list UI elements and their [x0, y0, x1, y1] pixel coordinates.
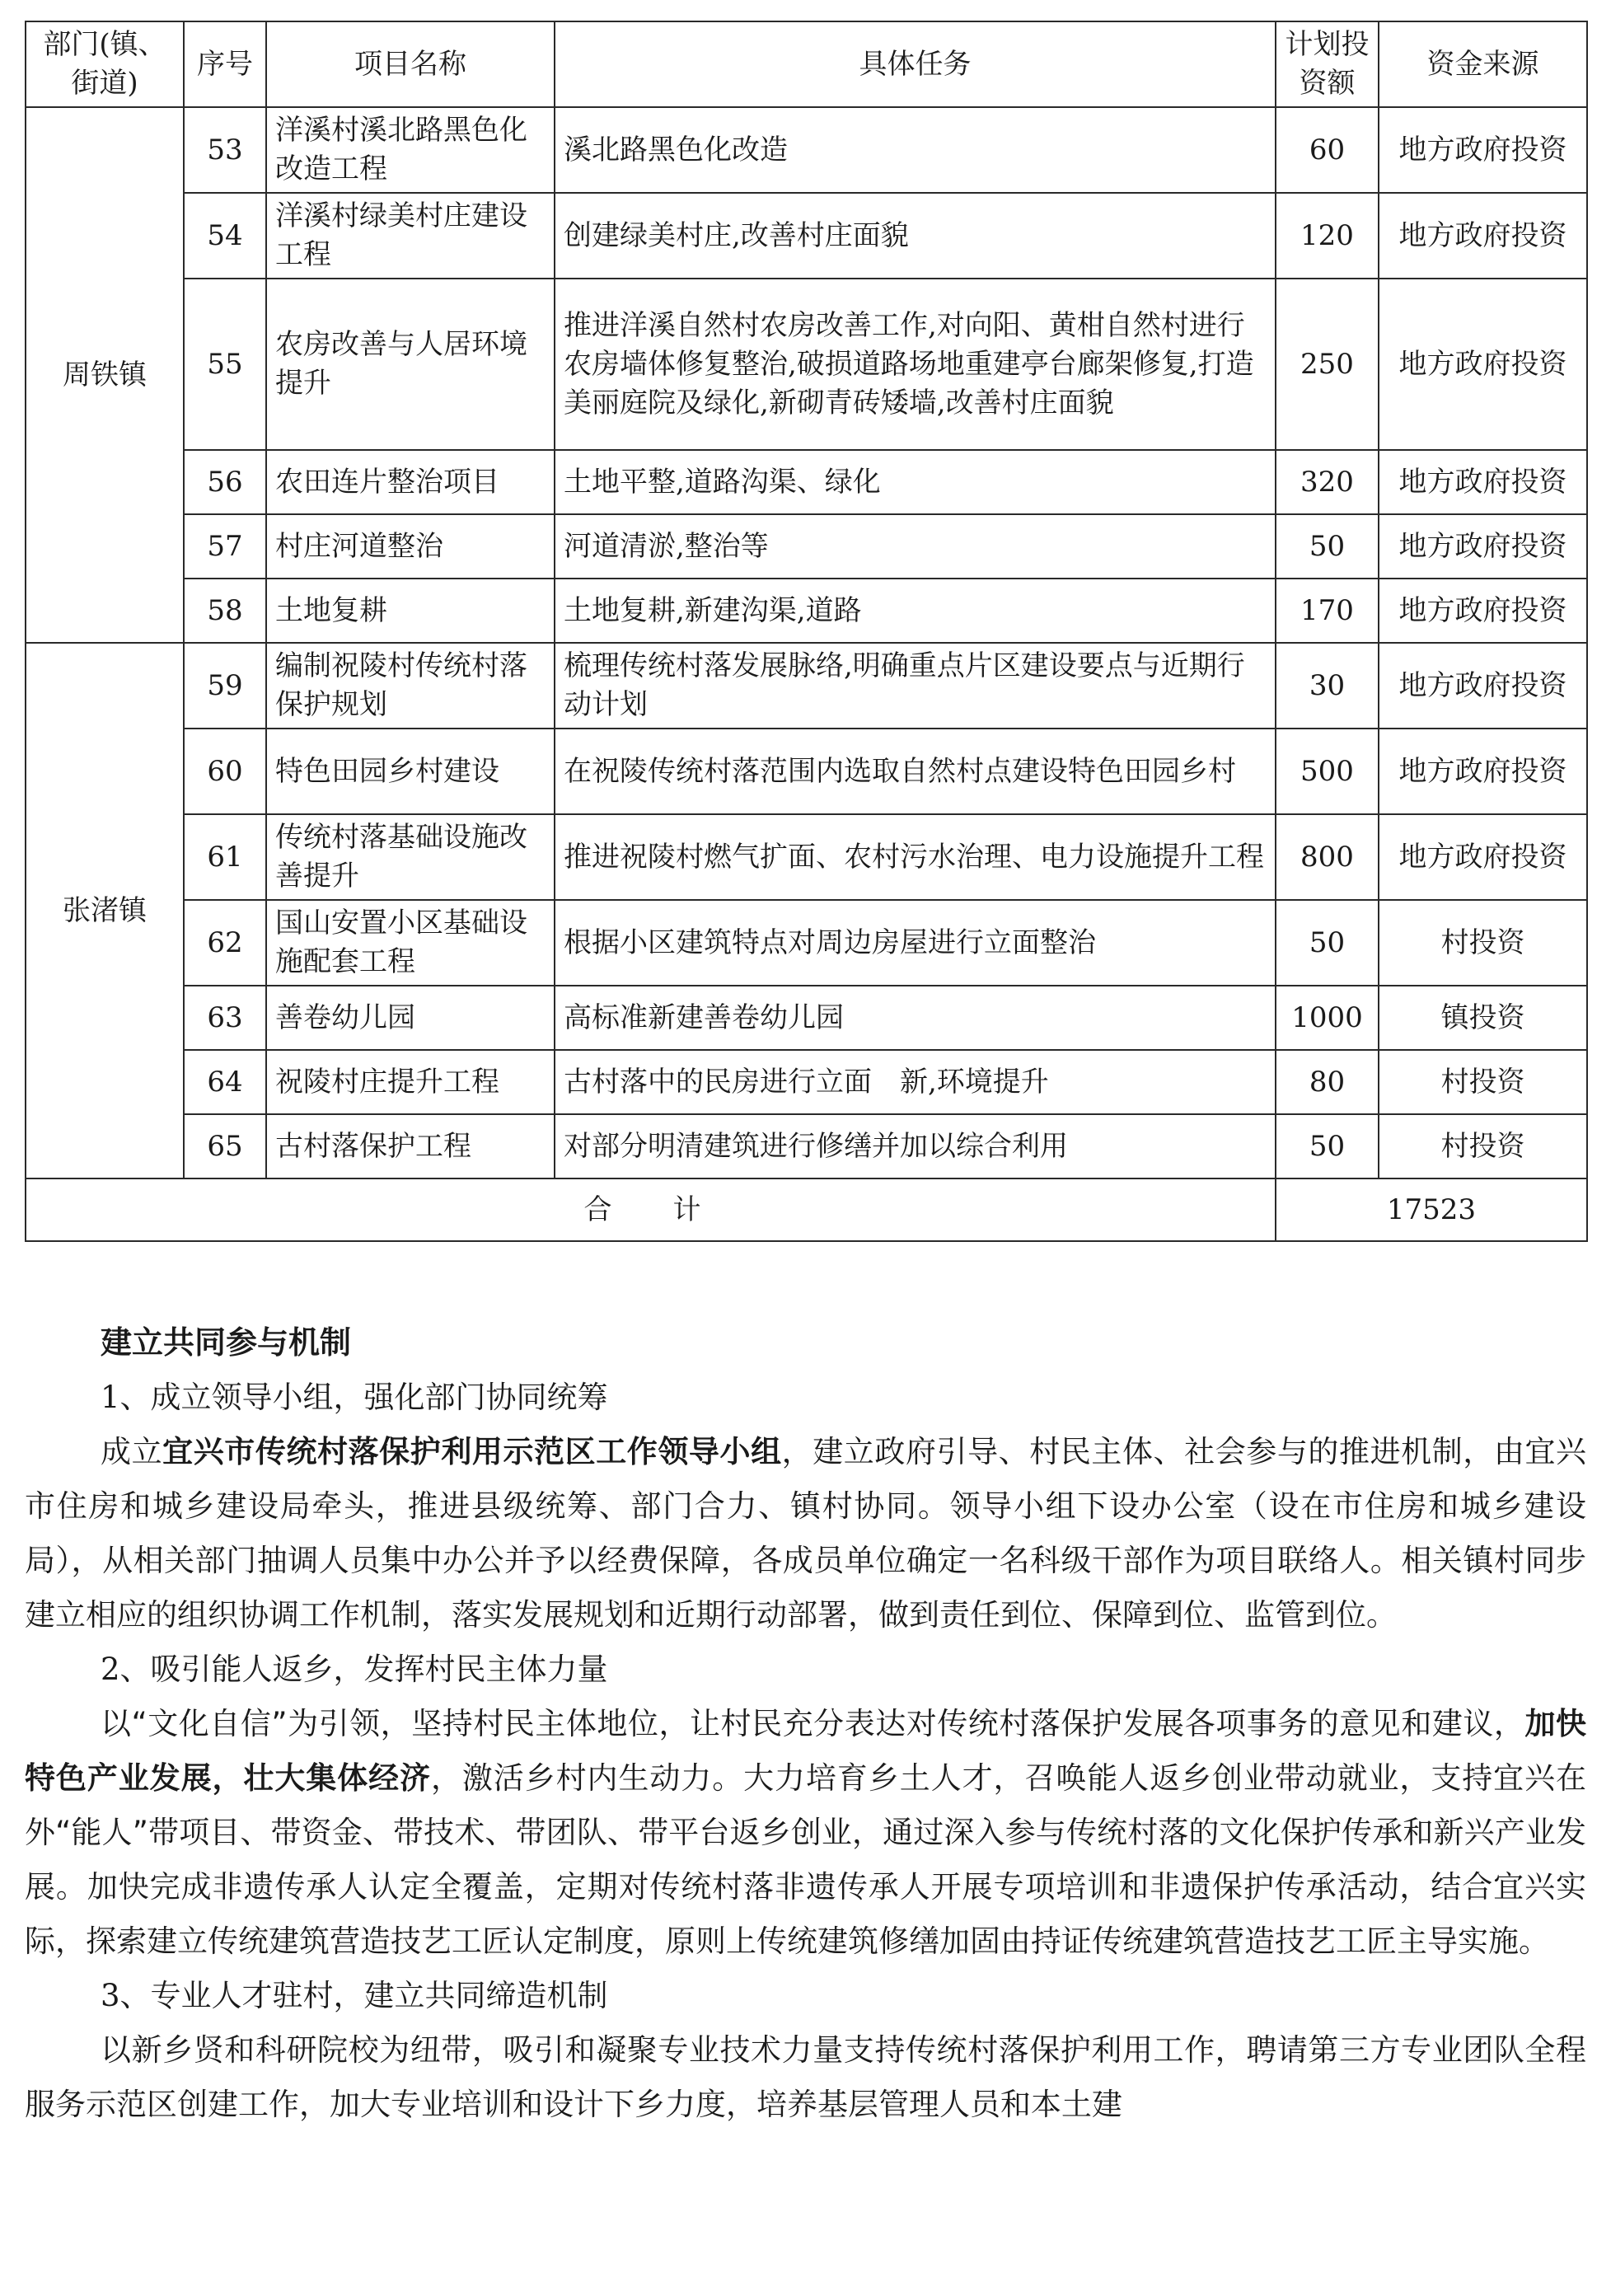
row-amount-cell: 250 — [1276, 279, 1379, 450]
row-amount-cell: 120 — [1276, 193, 1379, 279]
table-row — [26, 193, 1587, 279]
row-task-cell: 河道清淤,整治等 — [555, 514, 1276, 579]
row-amount-cell: 1000 — [1276, 986, 1379, 1050]
paragraph-3: 以新乡贤和科研院校为纽带，吸引和凝聚专业技术力量支持传统村落保护利用工作，聘请第三方专业团队全程服务示范区创建工作，加大专业培训和设计下乡力度，培养基层管理人员和本土建 — [25, 2032, 1586, 2122]
table-row — [26, 729, 1587, 814]
row-source-cell: 地方政府投资 — [1379, 729, 1587, 814]
row-task-cell: 梳理传统村落发展脉络,明确重点片区建设要点与近期行动计划 — [555, 643, 1276, 729]
row-no-cell: 61 — [184, 814, 266, 900]
row-task-cell: 根据小区建筑特点对周边房屋进行立面整治 — [555, 900, 1276, 986]
row-no-cell: 53 — [184, 107, 266, 193]
row-no-cell: 62 — [184, 900, 266, 986]
row-name-cell: 洋溪村绿美村庄建设工程 — [266, 193, 555, 279]
row-amount-cell: 50 — [1276, 1114, 1379, 1178]
header-no: 序号 — [184, 21, 266, 107]
row-source-cell: 地方政府投资 — [1379, 450, 1587, 514]
row-amount-cell: 80 — [1276, 1050, 1379, 1114]
row-source-cell: 村投资 — [1379, 1114, 1587, 1178]
row-amount-cell: 170 — [1276, 579, 1379, 643]
row-source-cell: 镇投资 — [1379, 986, 1587, 1050]
table-row — [26, 1050, 1587, 1114]
row-source-cell: 地方政府投资 — [1379, 514, 1587, 579]
row-name-cell: 善卷幼儿园 — [266, 986, 555, 1050]
row-amount-cell: 60 — [1276, 107, 1379, 193]
header-amount: 计划投 资额 — [1276, 21, 1379, 107]
row-no-cell: 54 — [184, 193, 266, 279]
row-name-cell: 土地复耕 — [266, 579, 555, 643]
row-source-cell: 地方政府投资 — [1379, 814, 1587, 900]
subheading-1: 1、成立领导小组，强化部门协同统筹 — [101, 1380, 608, 1415]
row-no-cell: 64 — [184, 1050, 266, 1114]
row-task-cell: 土地平整,道路沟渠、绿化 — [555, 450, 1276, 514]
row-name-cell: 洋溪村溪北路黑色化改造工程 — [266, 107, 555, 193]
row-source-cell: 地方政府投资 — [1379, 579, 1587, 643]
total-value: 17523 — [1276, 1178, 1587, 1241]
row-name-cell: 农房改善与人居环境提升 — [266, 279, 555, 450]
row-task-cell: 对部分明清建筑进行修缮并加以综合利用 — [555, 1114, 1276, 1178]
row-task-cell: 创建绿美村庄,改善村庄面貌 — [555, 193, 1276, 279]
row-name-cell: 祝陵村庄提升工程 — [266, 1050, 555, 1114]
row-amount-cell: 500 — [1276, 729, 1379, 814]
paragraph-1: 成立宜兴市传统村落保护利用示范区工作领导小组，建立政府引导、村民主体、社会参与的推进机制，由宜兴市住房和城乡建设局牵头，推进县级统筹、部门合力、镇村协同。领导小组下设办公室（设在市住房和城乡建设局），从相关部门抽调人员集中办公并予以经费保障，各成员单位确定一名科级干部作为项目联络人。相关镇村同步建立相应的组织协调工作机制，落实发展规划和近期行动部署，做到责任到位、保障到位、监管到位。 — [25, 1434, 1587, 1633]
row-no-cell: 57 — [184, 514, 266, 579]
row-task-cell: 高标准新建善卷幼儿园 — [555, 986, 1276, 1050]
table-row — [26, 579, 1587, 643]
header-task: 具体任务 — [555, 21, 1276, 107]
total-row — [26, 1178, 1587, 1241]
row-task-cell: 溪北路黑色化改造 — [555, 107, 1276, 193]
row-name-cell: 古村落保护工程 — [266, 1114, 555, 1178]
row-source-cell: 地方政府投资 — [1379, 107, 1587, 193]
row-name-cell: 国山安置小区基础设施配套工程 — [266, 900, 555, 986]
row-amount-cell: 30 — [1276, 643, 1379, 729]
row-source-cell: 村投资 — [1379, 1050, 1587, 1114]
row-amount-cell: 50 — [1276, 514, 1379, 579]
table-row — [26, 514, 1587, 579]
dept-cell: 周铁镇 — [26, 107, 184, 643]
row-task-cell: 土地复耕,新建沟渠,道路 — [555, 579, 1276, 643]
row-no-cell: 60 — [184, 729, 266, 814]
subheading-3: 3、专业人才驻村，建立共同缔造机制 — [101, 1978, 608, 2013]
table-row — [26, 643, 1587, 729]
section-heading: 建立共同参与机制 — [101, 1324, 352, 1361]
row-no-cell: 59 — [184, 643, 266, 729]
row-task-cell: 推进洋溪自然村农房改善工作,对向阳、黄柑自然村进行农房墙体修复整治,破损道路场地重建亭台廊架修复,打造美丽庭院及绿化,新砌青砖矮墙,改善村庄面貌 — [555, 279, 1276, 450]
row-name-cell: 编制祝陵村传统村落保护规划 — [266, 643, 555, 729]
header-dept: 部门(镇、 街道) — [26, 21, 184, 107]
row-no-cell: 56 — [184, 450, 266, 514]
table-row — [26, 1114, 1587, 1178]
row-task-cell: 古村落中的民房进行立面 新,环境提升 — [555, 1050, 1276, 1114]
dept-cell: 张渚镇 — [26, 643, 184, 1178]
row-name-cell: 农田连片整治项目 — [266, 450, 555, 514]
row-amount-cell: 50 — [1276, 900, 1379, 986]
header-name: 项目名称 — [266, 21, 555, 107]
project-table — [25, 21, 1588, 1242]
row-source-cell: 地方政府投资 — [1379, 643, 1587, 729]
table-row — [26, 986, 1587, 1050]
row-no-cell: 63 — [184, 986, 266, 1050]
subheading-2: 2、吸引能人返乡，发挥村民主体力量 — [101, 1652, 608, 1687]
row-task-cell: 在祝陵传统村落范围内选取自然村点建设特色田园乡村 — [555, 729, 1276, 814]
table-row — [26, 450, 1587, 514]
row-name-cell: 村庄河道整治 — [266, 514, 555, 579]
row-source-cell: 村投资 — [1379, 900, 1587, 986]
table-row — [26, 900, 1587, 986]
total-label: 合 计 — [26, 1178, 1276, 1241]
paragraph-2: 以“文化自信”为引领，坚持村民主体地位，让村民充分表达对传统村落保护发展各项事务的意见和建议，加快特色产业发展，壮大集体经济，激活乡村内生动力。大力培育乡土人才，召唤能人返乡创业带动就业，支持宜兴在外“能人”带项目、带资金、带技术、带团队、带平台返乡创业，通过深入参与传统村落的文化保护传承和新兴产业发展。加快完成非遗传承人认定全覆盖，定期对传统村落非遗传承人开展专项培训和非遗保护传承活动，结合宜兴实际，探索建立传统建筑营造技艺工匠认定制度，原则上传统建筑修缮加固由持证传统建筑营造技艺工匠主导实施。 — [25, 1706, 1587, 1959]
row-amount-cell: 320 — [1276, 450, 1379, 514]
table-row — [26, 814, 1587, 900]
row-no-cell: 65 — [184, 1114, 266, 1178]
row-source-cell: 地方政府投资 — [1379, 279, 1587, 450]
table-header-row — [26, 21, 1587, 107]
body-text — [25, 1314, 1586, 2132]
row-no-cell: 58 — [184, 579, 266, 643]
header-source: 资金来源 — [1379, 21, 1587, 107]
row-amount-cell: 800 — [1276, 814, 1379, 900]
row-no-cell: 55 — [184, 279, 266, 450]
row-name-cell: 传统村落基础设施改善提升 — [266, 814, 555, 900]
row-source-cell: 地方政府投资 — [1379, 193, 1587, 279]
table-row — [26, 107, 1587, 193]
row-name-cell: 特色田园乡村建设 — [266, 729, 555, 814]
table-row — [26, 279, 1587, 450]
row-task-cell: 推进祝陵村燃气扩面、农村污水治理、电力设施提升工程 — [555, 814, 1276, 900]
